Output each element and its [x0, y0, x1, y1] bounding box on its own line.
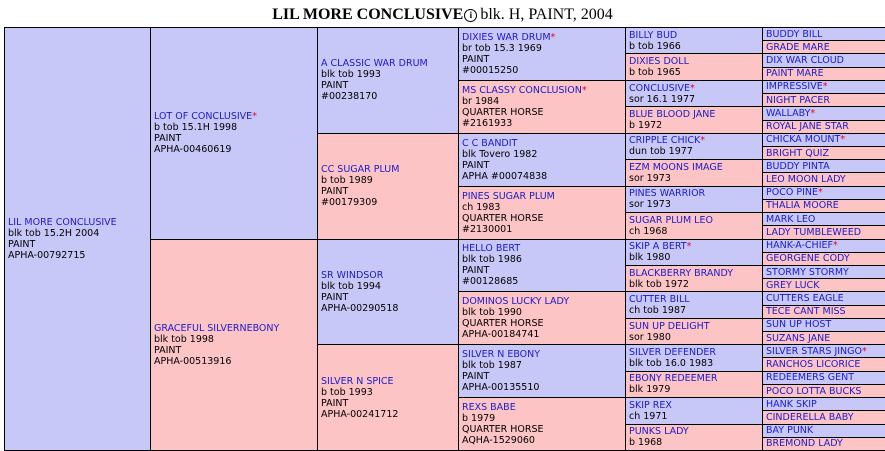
horse-detail: sor 1973 [629, 172, 671, 184]
horse-name-link[interactable]: CHICKA MOUNT [766, 134, 841, 146]
horse-name-link[interactable]: ROYAL JANE STAR [766, 121, 849, 133]
pedigree-cell [763, 160, 885, 172]
horse-name-link[interactable]: BILLY BUD [629, 29, 678, 41]
horse-name-link[interactable]: CINDERELLA BABY [766, 411, 854, 423]
horse-detail: PAINT [462, 159, 490, 171]
horse-name-link[interactable]: PAINT MARE [766, 68, 824, 80]
pedigree-cell [763, 147, 885, 159]
horse-detail: #00179309 [321, 197, 378, 209]
star-icon: * [252, 111, 257, 123]
pedigree-cell [626, 372, 762, 397]
horse-detail: sor 1973 [629, 199, 671, 211]
pedigree-cell [459, 398, 625, 450]
horse-name-link[interactable]: LADY TUMBLEWEED [766, 226, 862, 238]
horse-name-link[interactable]: BLUE BLOOD JANE [629, 109, 716, 121]
horse-detail: QUARTER HORSE [462, 424, 544, 436]
horse-name-title: LIL MORE CONCLUSIVE [272, 6, 464, 23]
horse-detail: ch 1983 [462, 201, 501, 213]
pedigree-cell [763, 398, 885, 410]
horse-name-link[interactable]: TECE CANT MISS [766, 306, 846, 318]
pedigree-cell [763, 345, 885, 357]
pedigree-cell [763, 54, 885, 66]
horse-name-link[interactable]: REDEEMERS GENT [766, 372, 855, 384]
horse-name-link[interactable]: SKIP REX [629, 399, 672, 411]
pedigree-cell [626, 28, 762, 53]
horse-name-link[interactable]: WALLABY [766, 107, 811, 119]
horse-detail: blk tob 16.0 1983 [629, 357, 714, 369]
horse-detail: APHA-00460619 [154, 144, 232, 156]
horse-detail: blk tob 15.2H 2004 [8, 228, 100, 239]
pedigree-cell [318, 345, 458, 450]
pedigree-cell [763, 121, 885, 133]
pedigree-cell [626, 187, 762, 212]
horse-name-link[interactable]: HANK-A-CHIEF [766, 240, 833, 252]
horse-name-link[interactable]: CRIPPLE CHICK [629, 135, 701, 147]
star-icon: * [832, 240, 838, 252]
horse-detail: #2161933 [462, 117, 513, 129]
horse-detail: QUARTER HORSE [462, 106, 544, 118]
horse-detail: blk tob 1994 [321, 280, 381, 292]
pedigree-cell [626, 107, 762, 132]
pedigree-cell [763, 358, 885, 370]
horse-name-link[interactable]: IMPRESSIVE [766, 81, 823, 93]
horse-detail: sor 16.1 1977 [629, 93, 696, 105]
horse-name-link[interactable]: CUTTER BILL [629, 294, 690, 306]
pedigree-cell [626, 319, 762, 344]
horse-detail: blk Tovero 1982 [462, 148, 538, 160]
pedigree-cell [763, 253, 885, 265]
star-icon: * [550, 31, 556, 43]
horse-detail: b 1979 [462, 413, 496, 425]
horse-detail: APHA-00513916 [154, 355, 232, 367]
pedigree-cell [763, 266, 885, 278]
pedigree-table [4, 27, 885, 451]
horse-detail: PAINT [321, 186, 349, 198]
horse-name-link[interactable]: EBONY REDEEMER [629, 373, 718, 385]
pedigree-cell [626, 213, 762, 238]
horse-name-link[interactable]: A CLASSIC WAR DRUM [321, 58, 428, 70]
horse-detail: ch 1968 [629, 225, 668, 237]
horse-name-link[interactable]: CONCLUSIVE [629, 82, 690, 94]
pedigree-cell [763, 306, 885, 318]
horse-name-link[interactable]: SILVER DEFENDER [629, 346, 717, 358]
horse-name-link[interactable]: REXS BABE [462, 402, 516, 414]
pedigree-cell [763, 68, 885, 80]
horse-name-link[interactable]: CC SUGAR PLUM [321, 164, 400, 176]
horse-name-link[interactable]: PUNKS LADY [629, 426, 689, 438]
pedigree-cell [763, 94, 885, 106]
pedigree-cell [318, 240, 458, 345]
horse-detail: PAINT [462, 53, 490, 65]
pedigree-cell [626, 345, 762, 370]
pedigree-cell [763, 28, 885, 40]
horse-name-link[interactable]: HELLO BERT [462, 243, 521, 255]
horse-name-link[interactable]: DIX WAR CLOUD [766, 55, 844, 67]
horse-name-link[interactable]: HANK SKIP [766, 398, 817, 410]
horse-detail: b 1972 [629, 120, 663, 132]
horse-name-link[interactable]: DOMINOS LUCKY LADY [462, 296, 570, 308]
star-icon: * [686, 241, 692, 253]
pedigree-cell [763, 226, 885, 238]
star-icon: * [822, 81, 828, 93]
pedigree-cell [763, 107, 885, 119]
pedigree-cell [763, 438, 885, 450]
horse-detail: AQHA-1529060 [462, 435, 535, 447]
star-icon: * [700, 135, 705, 147]
horse-name-link[interactable]: SR WINDSOR [321, 269, 384, 281]
horse-detail: br tob 15.3 1969 [462, 42, 542, 54]
horse-name-link[interactable]: MS CLASSY CONCLUSION [462, 84, 582, 96]
horse-name-link[interactable]: GEORGENE CODY [766, 253, 850, 265]
pedigree-cell [763, 279, 885, 291]
pedigree-cell [763, 372, 885, 384]
pedigree-cell [626, 292, 762, 317]
horse-detail: blk tob 1972 [629, 278, 689, 290]
star-icon: * [817, 187, 823, 199]
horse-name-link[interactable]: SUGAR PLUM LEO [629, 214, 713, 226]
pedigree-cell [763, 319, 885, 331]
pedigree-cell [763, 187, 885, 199]
horse-name-link[interactable]: PINES WARRIOR [629, 188, 706, 200]
horse-detail: blk tob 1990 [462, 307, 522, 319]
horse-detail: blk tob 1986 [462, 254, 522, 266]
pedigree-cell [626, 398, 762, 423]
horse-detail: b tob 1965 [629, 67, 681, 79]
horse-name-link[interactable]: BUDDY PINTA [766, 160, 830, 172]
horse-detail: sor 1980 [629, 331, 671, 343]
pedigree-cell [459, 187, 625, 239]
horse-name-link[interactable]: SUN UP DELIGHT [629, 320, 710, 332]
horse-detail: blk 1979 [629, 384, 671, 396]
pedigree-cell [763, 41, 885, 53]
pedigree-cell [318, 134, 458, 239]
horse-name-link[interactable]: SKIP A BERT [629, 241, 687, 253]
horse-name-link[interactable]: GREY LUCK [766, 279, 820, 291]
pedigree-cell [763, 173, 885, 185]
pedigree-cell [459, 240, 625, 292]
pedigree-cell [763, 385, 885, 397]
horse-detail: PAINT [321, 291, 349, 303]
horse-name-link[interactable]: BLACKBERRY BRANDY [629, 267, 734, 279]
pedigree-cell [626, 266, 762, 291]
star-icon: * [689, 82, 695, 94]
horse-detail: QUARTER HORSE [462, 318, 544, 330]
horse-detail: dun tob 1977 [629, 146, 693, 158]
horse-detail: APHA #00074838 [462, 170, 548, 182]
horse-name-link[interactable]: LEO MOON LADY [766, 174, 846, 186]
horse-name-link[interactable]: EZM MOONS IMAGE [629, 161, 723, 173]
pedigree-cell [459, 292, 625, 344]
horse-name-link[interactable]: MARK LEO [766, 213, 816, 225]
horse-detail: #00128685 [462, 276, 519, 288]
horse-detail: blk tob 1987 [462, 360, 522, 372]
horse-detail: br 1984 [462, 95, 500, 107]
horse-detail: #2130001 [462, 223, 513, 235]
page-title [0, 0, 885, 26]
info-icon[interactable]: i [464, 9, 477, 22]
horse-name-link[interactable]: SILVER N SPICE [321, 375, 394, 387]
pedigree-cell [763, 411, 885, 423]
pedigree-cell [763, 292, 885, 304]
pedigree-cell [626, 425, 762, 450]
horse-name-link[interactable]: BREMOND LADY [766, 438, 843, 450]
pedigree-cell [626, 160, 762, 185]
horse-name-link[interactable]: POCO PINE [766, 187, 818, 199]
horse-name-link[interactable]: BRIGHT QUIZ [766, 147, 829, 159]
pedigree-cell [763, 332, 885, 344]
star-icon: * [840, 134, 846, 146]
horse-detail: APHA-00135510 [462, 382, 540, 394]
pedigree-cell [763, 134, 885, 146]
horse-detail: ch 1971 [629, 410, 668, 422]
horse-detail: b tob 15.1H 1998 [154, 122, 238, 134]
horse-name-link[interactable]: DIXIES WAR DRUM [462, 31, 551, 43]
horse-detail: PAINT [321, 80, 349, 92]
pedigree-cell [459, 28, 625, 80]
horse-name-link[interactable]: DIXIES DOLL [629, 56, 689, 68]
pedigree-cell [151, 28, 317, 239]
horse-detail: QUARTER HORSE [462, 212, 544, 224]
horse-info: blk. H, PAINT, 2004 [480, 6, 613, 23]
pedigree-cell [459, 81, 625, 133]
horse-name-link[interactable]: POCO LOTTA BUCKS [766, 385, 862, 397]
star-icon: * [581, 84, 587, 96]
horse-detail: blk tob 1998 [154, 333, 214, 345]
horse-name-link[interactable]: BAY PUNK [766, 425, 814, 437]
pedigree-cell [626, 54, 762, 79]
pedigree-cell [626, 240, 762, 265]
horse-name-link[interactable]: SUN UP HOST [766, 319, 832, 331]
horse-name-link[interactable]: LOT OF CONCLUSIVE [154, 111, 253, 123]
horse-detail: APHA-00184741 [462, 329, 540, 341]
horse-name-link[interactable]: GRADE MARE [766, 41, 830, 53]
horse-detail: ch tob 1987 [629, 305, 687, 317]
horse-detail: PAINT [321, 397, 349, 409]
horse-detail: PAINT [8, 239, 36, 250]
horse-name-link[interactable]: SUZANS JANE [766, 332, 831, 344]
horse-detail: blk tob 1993 [321, 69, 381, 81]
horse-detail: PAINT [154, 133, 182, 145]
horse-name-link[interactable]: SILVER STARS JINGO [766, 345, 862, 357]
horse-name-link[interactable]: C C BANDIT [462, 137, 518, 149]
horse-detail: PAINT [462, 265, 490, 277]
horse-detail: APHA-00241712 [321, 408, 399, 420]
horse-detail: b tob 1966 [629, 40, 681, 52]
pedigree-cell [626, 134, 762, 159]
horse-name-link[interactable]: STORMY STORMY [766, 266, 849, 278]
pedigree-cell [763, 213, 885, 225]
horse-detail: #00015250 [462, 64, 519, 76]
horse-name-link[interactable]: LIL MORE CONCLUSIVE [8, 217, 117, 228]
horse-detail: blk 1980 [629, 252, 671, 264]
pedigree-cell [763, 200, 885, 212]
star-icon: * [810, 107, 816, 119]
horse-name-link[interactable]: BUDDY BILL [766, 28, 823, 40]
pedigree-cell [763, 425, 885, 437]
horse-name-link[interactable]: CUTTERS EAGLE [766, 292, 844, 304]
pedigree-cell [763, 240, 885, 252]
horse-detail: PAINT [154, 344, 182, 356]
pedigree-cell [459, 134, 625, 186]
horse-name-link[interactable]: NIGHT PACER [766, 94, 830, 106]
horse-detail: b tob 1989 [321, 175, 373, 187]
horse-name-link[interactable]: THALIA MOORE [766, 200, 839, 212]
horse-name-link[interactable]: SILVER N EBONY [462, 349, 541, 361]
pedigree-cell [318, 28, 458, 133]
horse-detail: #00238170 [321, 91, 378, 103]
pedigree-cell [5, 28, 150, 450]
pedigree-cell [151, 240, 317, 451]
pedigree-cell [626, 81, 762, 106]
pedigree-cell [763, 81, 885, 93]
star-icon: * [862, 345, 867, 357]
horse-detail: b 1968 [629, 437, 663, 449]
horse-detail: APHA-00290518 [321, 302, 399, 314]
horse-detail: PAINT [462, 371, 490, 383]
horse-detail: APHA-00792715 [8, 250, 86, 261]
horse-name-link[interactable]: RANCHOS LICORICE [766, 359, 861, 371]
pedigree-cell [459, 345, 625, 397]
horse-name-link[interactable]: PINES SUGAR PLUM [462, 190, 555, 202]
horse-detail: b tob 1993 [321, 386, 373, 398]
horse-name-link[interactable]: GRACEFUL SILVERNEBONY [154, 322, 280, 334]
